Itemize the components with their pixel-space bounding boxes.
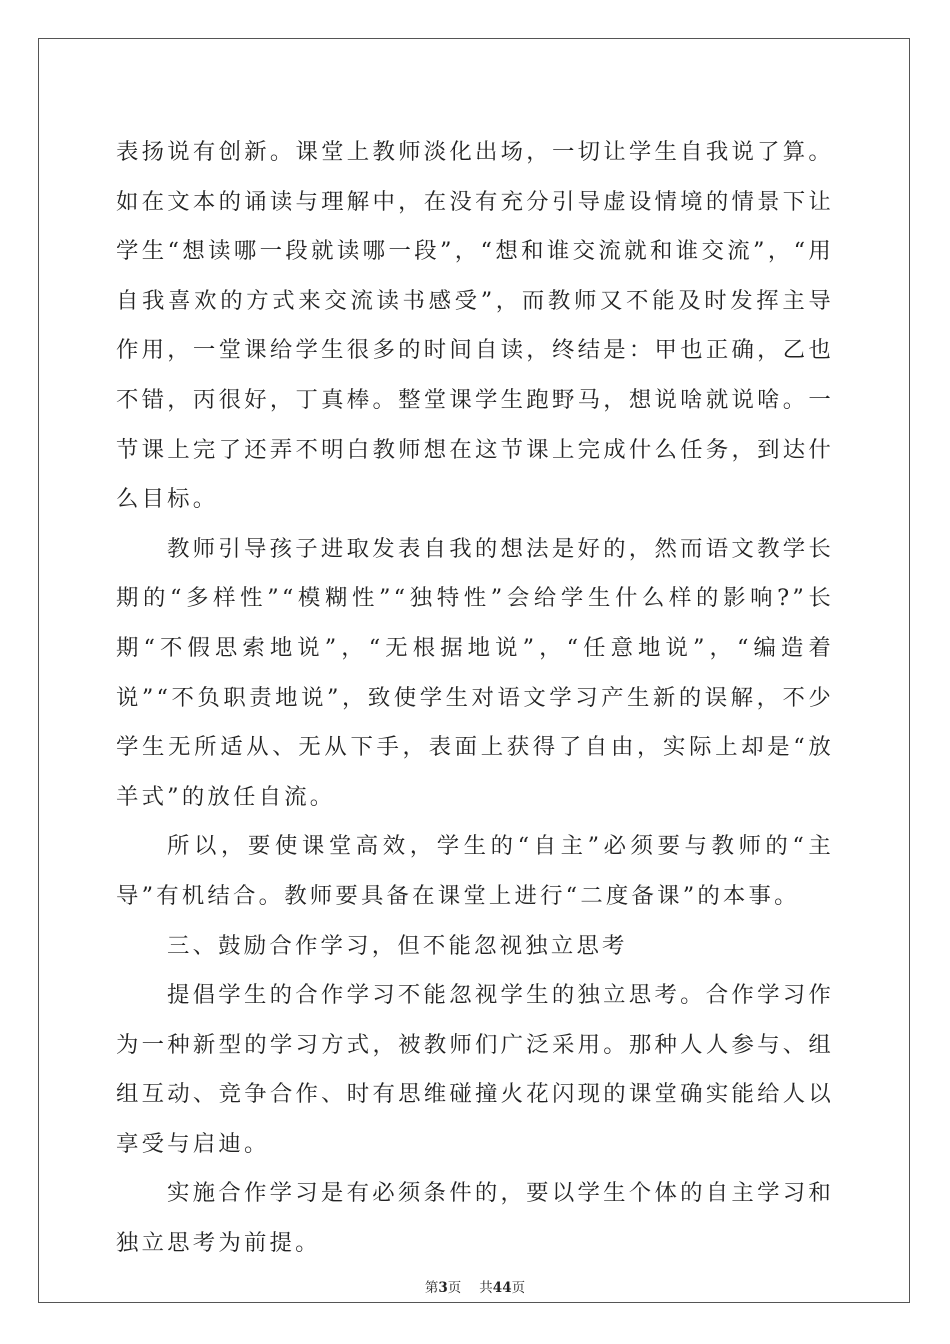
paragraph-4: 提倡学生的合作学习不能忽视学生的独立思考。合作学习作为一种新型的学习方式，被教师们广泛采用。那种人人参与、组组互动、竞争合作、时有思维碰撞火花闪现的课堂确实能给人以享受与启迪。 <box>116 982 834 1157</box>
paragraph-2: 教师引导孩子进取发表自我的想法是好的，然而语文教学长期的“多样性”“模糊性”“独特性”会给学生什么样的影响?”长期“不假思索地说”，“无根据地说”，“任意地说”，“编造着说”“不负职责地说”，致使学生对语文学习产生新的误解，不少学生无所适从、无从下手，表面上获得了自由，实际上却是“放羊式”的放任自流。 <box>116 535 834 810</box>
paragraph-1: 表扬说有创新。课堂上教师淡化出场，一切让学生自我说了算。如在文本的诵读与理解中，在没有充分引导虚设情境的情景下让学生“想读哪一段就读哪一段”，“想和谁交流就和谁交流”，“用自我喜欢的方式来交流读书感受”，而教师又不能及时发挥主导作用，一堂课给学生很多的时间自读，终结是：甲也正确，乙也不错，丙很好，丁真棒。整堂课学生跑野马，想说啥就说啥。一节课上完了还弄不明白教师想在这节课上完成什么任务，到达什么目标。 <box>116 139 834 513</box>
page-suffix: 页 <box>447 1280 462 1296</box>
total-prefix: 共 <box>479 1280 493 1296</box>
page-total: 44 <box>492 1280 512 1296</box>
paragraph-5: 实施合作学习是有必须条件的，要以学生个体的自主学习和独立思考为前提。 <box>116 1180 834 1257</box>
page-prefix: 第 <box>424 1280 439 1296</box>
page-footer <box>0 1276 950 1296</box>
section-heading: 三、鼓励合作学习，但不能忽视独立思考 <box>167 932 628 959</box>
page-current: 3 <box>438 1280 448 1296</box>
document-body <box>116 128 834 1269</box>
paragraph-3: 所以，要使课堂高效，学生的“自主”必须要与教师的“主导”有机结合。教师要具备在课堂上进行“二度备课”的本事。 <box>116 833 834 909</box>
total-suffix: 页 <box>511 1280 526 1296</box>
